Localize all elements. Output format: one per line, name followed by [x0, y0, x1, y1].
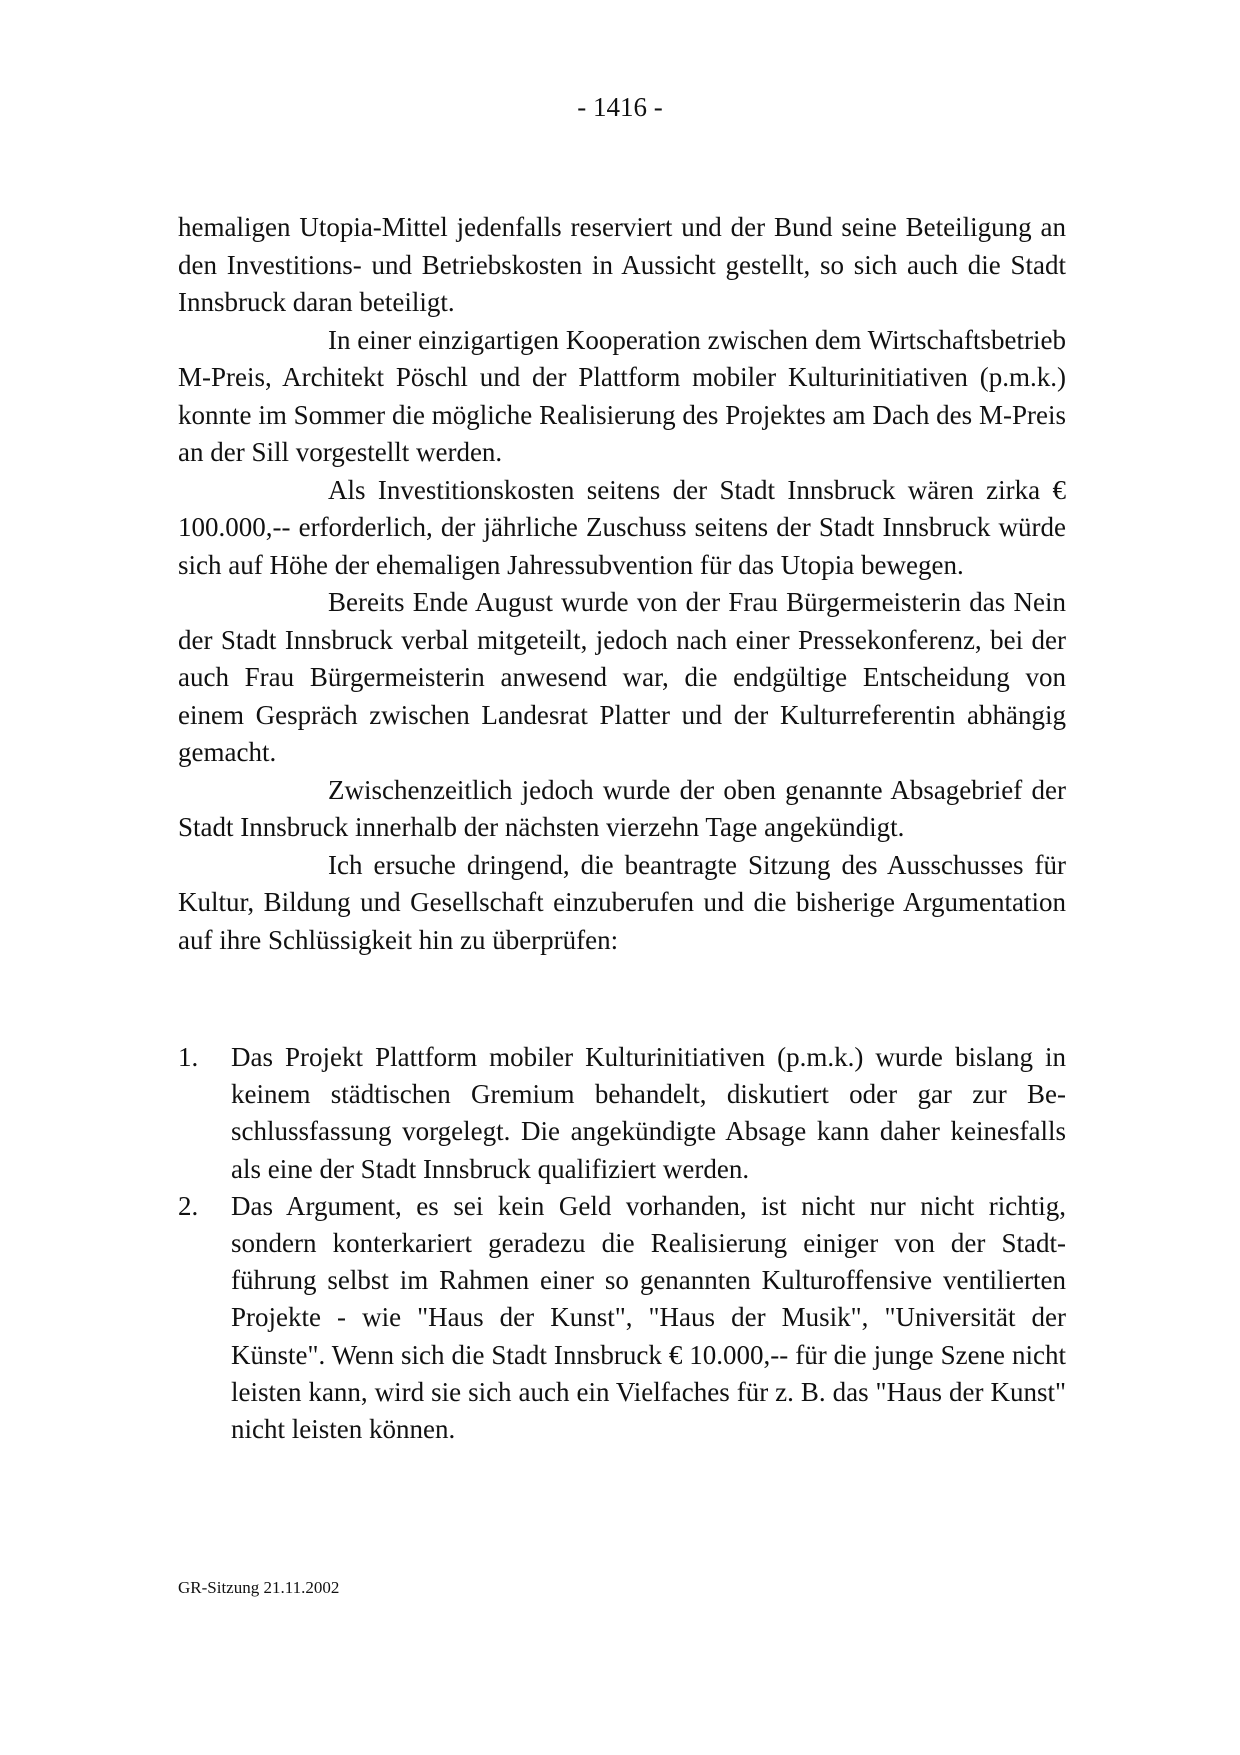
list-item: [178, 1039, 1066, 1188]
list-item: [178, 1188, 1066, 1448]
paragraph-request: Ich ersuche dringend, die beantragte Sitzung des Ausschusses für Kultur, Bildung und Gesellschaft einzuberufen und die bisherige Argumentation auf ihre Schlüssigkeit hin zu überprüfen:: [178, 849, 1066, 955]
numbered-list: [178, 1039, 1066, 1448]
paragraph-cooperation: In einer einzigartigen Kooperation zwischen dem Wirtschaftsbetrieb M-Preis, Architekt Pöschl und der Plattform mobiler Kulturinitiativen (p.m.k.) konnte im Sommer die mögliche Realisierung des Projektes am Dach des M-Preis an der Sill vorgestellt werden.: [178, 324, 1066, 467]
list-item-number: 2.: [178, 1190, 199, 1221]
paragraph-continuation: hemaligen Utopia-Mittel jedenfalls reserviert und der Bund seine Beteiligung an den Investitions- und Betriebskosten in Aussicht gestellt, so sich auch die Stadt Innsbruck daran beteiligt.: [178, 212, 1066, 317]
footer: GR-Sitzung 21.11.2002: [178, 1578, 340, 1597]
list-item-number: 1.: [178, 1042, 199, 1072]
paragraph-investment-costs: Als Investitionskosten seitens der Stadt Innsbruck wären zirka € 100.000,-- erforderlich, der jährliche Zuschuss seitens der Stadt Innsbruck würde sich auf Höhe der ehemaligen Jahressubvention für das Utopia bewegen.: [178, 474, 1066, 580]
body-text: [178, 209, 1066, 959]
list-item-text: Das Projekt Plattform mobiler Kulturinitiativen (p.m.k.) wurde bislang in keinem städtischen Gremium behandelt, diskutiert oder gar zur Beschlussfassung vorgelegt. Die angekündigte Absage kann daher keinesfalls als eine der Stadt Innsbruck qualifiziert werden.: [231, 1042, 1066, 1184]
paragraph-rejection: Bereits Ende August wurde von der Frau Bürgermeisterin das Nein der Stadt Innsbruck verbal mitgeteilt, jedoch nach einer Pressekonferenz, bei der auch Frau Bürgermeisterin anwesend war, die endgültige Entscheidung von einem Gespräch zwischen Landesrat Platter und der Kulturreferentin abhängig gemacht.: [178, 587, 1066, 767]
paragraph-announcement: Zwischenzeitlich jedoch wurde der oben genannte Absagebrief der Stadt Innsbruck innerhalb der nächsten vierzehn Tage angekündigt.: [178, 774, 1066, 842]
list-item-text: Das Argument, es sei kein Geld vorhanden, ist nicht nur nicht richtig, sondern konterkariert geradezu die Realisierung einiger von der Stadtführung selbst im Rahmen einer so genannten Kulturoffensive ventilierten Projekte - wie "Haus der Kunst", "Haus der Musik", "Universität der Künste". Wenn sich die Stadt Innsbruck € 10.000,-- für die junge Szene nicht leisten kann, wird sie sich auch ein Vielfaches für z. B. das "Haus der Kunst" nicht leisten können.: [231, 1190, 1066, 1445]
page-number: - 1416 -: [577, 92, 663, 122]
